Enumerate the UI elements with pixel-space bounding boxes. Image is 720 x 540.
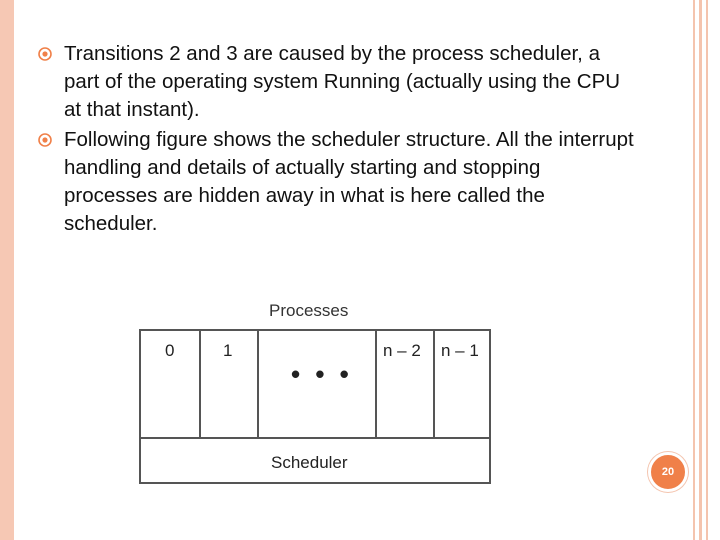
cell-divider bbox=[375, 331, 377, 439]
bullet-item bbox=[38, 126, 638, 238]
scheduler-divider bbox=[141, 437, 489, 439]
process-cell-label: 1 bbox=[223, 341, 233, 360]
cell-divider bbox=[199, 331, 201, 439]
scheduler-figure bbox=[130, 290, 500, 495]
circled-dot-icon bbox=[38, 133, 52, 147]
page-number-badge: 20 bbox=[648, 452, 688, 492]
left-decor-strip bbox=[0, 0, 14, 540]
process-cell-label: n – 2 bbox=[383, 341, 421, 360]
cell-divider bbox=[257, 331, 259, 439]
bullet-item bbox=[38, 40, 638, 124]
figure-box bbox=[139, 329, 491, 484]
scheduler-label: Scheduler bbox=[271, 453, 348, 472]
right-decor-line bbox=[706, 0, 708, 540]
process-cell-label: n – 1 bbox=[441, 341, 479, 360]
figure-title: Processes bbox=[269, 301, 349, 320]
bullet-text: Following figure shows the scheduler structure. All the interrupt handling and details of actually starting and stopping processes are hidden away in what is here called the scheduler. bbox=[64, 128, 634, 235]
cell-divider bbox=[433, 331, 435, 439]
bullet-text: Transitions 2 and 3 are caused by the process scheduler, a part of the operating system Running (actually using the CPU at that instant). bbox=[64, 42, 621, 121]
circled-dot-icon bbox=[38, 47, 52, 61]
ellipsis: • • • bbox=[291, 359, 353, 389]
process-cell-label: 0 bbox=[165, 341, 175, 360]
right-decor-line bbox=[699, 0, 702, 540]
bullet-list bbox=[38, 40, 638, 240]
right-decor-line bbox=[693, 0, 695, 540]
